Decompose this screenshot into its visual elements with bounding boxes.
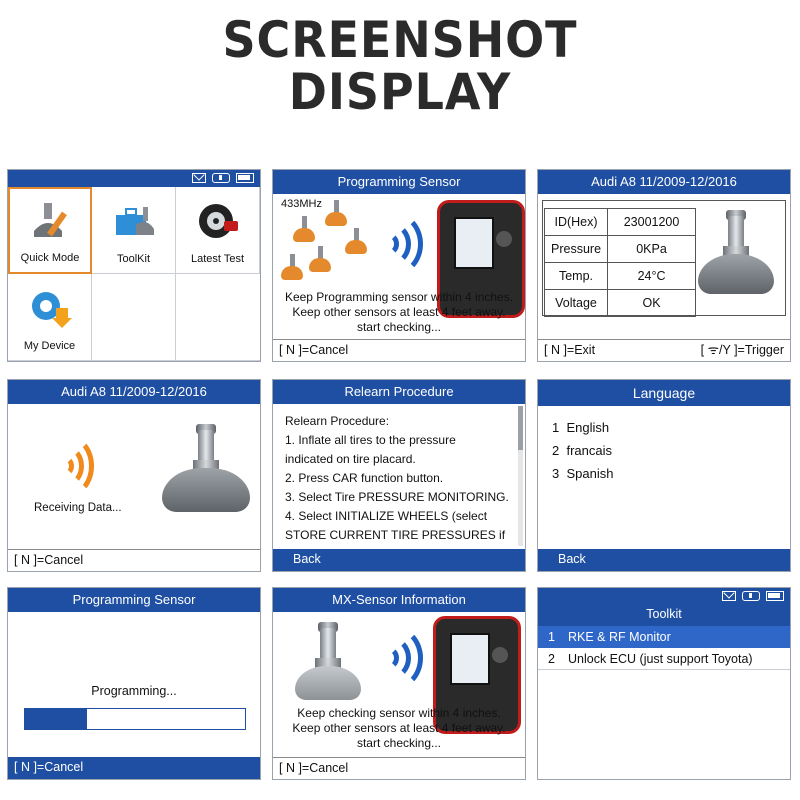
- toolkit-item-rke-rf-monitor[interactable]: 1 RKE & RF Monitor: [538, 626, 790, 648]
- connection-icon: [742, 591, 760, 601]
- language-option-francais[interactable]: 2 francais: [552, 443, 612, 458]
- receiving-status: Receiving Data...: [34, 502, 122, 514]
- headline: [0, 11, 800, 121]
- cancel-key-hint[interactable]: [ N ]=Cancel: [273, 757, 525, 779]
- mx-sensor-icon: [295, 628, 361, 698]
- toolkit-header: [538, 588, 790, 626]
- screen-title: Audi A8 11/2009-12/2016: [538, 170, 790, 194]
- receiving-data-screen: [7, 379, 261, 572]
- scrollbar-thumb[interactable]: [518, 406, 523, 450]
- screen-title: Toolkit: [646, 607, 682, 621]
- signal-waves-icon: [385, 210, 435, 280]
- cancel-key-hint[interactable]: [ N ]=Cancel: [273, 339, 525, 361]
- table-row: ID(Hex) 23001200: [545, 209, 696, 236]
- footer-bar: [538, 339, 790, 361]
- orange-sensor-icon: [293, 216, 315, 244]
- signal-waves-icon: [64, 436, 108, 496]
- language-screen: [537, 379, 791, 572]
- gear-device-icon: [28, 286, 72, 330]
- orange-sensor-icon: [325, 200, 347, 228]
- table-row: Temp. 24°C: [545, 263, 696, 290]
- back-button[interactable]: Back: [273, 549, 525, 571]
- language-list: [552, 416, 613, 485]
- menu-item-my-device[interactable]: [8, 274, 92, 361]
- menu-item-label: My Device: [23, 340, 76, 352]
- sensor-data-table: [544, 208, 696, 317]
- programming-progress-screen: [7, 587, 261, 780]
- main-menu-grid: [8, 187, 260, 361]
- scrollbar[interactable]: [518, 406, 523, 546]
- instruction-text: Keep checking sensor within 4 inches. Keep other sensors at least 4 feet away. start checking...: [292, 706, 506, 750]
- orange-sensor-icon: [281, 254, 303, 282]
- trigger-key-hint[interactable]: [ ᯤ/Y ]=Trigger: [700, 343, 784, 357]
- table-row: Voltage OK: [545, 290, 696, 317]
- table-row: Pressure 0KPa: [545, 236, 696, 263]
- language-option-english[interactable]: 1 English: [552, 420, 610, 435]
- mail-icon: [192, 173, 206, 183]
- menu-item-label: ToolKit: [116, 253, 151, 265]
- relearn-procedure-screen: [272, 379, 526, 572]
- programming-sensor-screen: [272, 169, 526, 362]
- screen-title: Relearn Procedure: [273, 380, 525, 404]
- toolkit-item-unlock-ecu[interactable]: 2 Unlock ECU (just support Toyota): [538, 648, 790, 670]
- mail-icon: [722, 591, 736, 601]
- menu-empty-cell: [92, 274, 176, 361]
- screen-title: MX-Sensor Information: [273, 588, 525, 612]
- menu-item-label: Quick Mode: [20, 252, 80, 264]
- screen-title: Language: [538, 380, 790, 406]
- menu-empty-cell: [176, 274, 260, 361]
- orange-sensor-icon: [309, 246, 331, 274]
- signal-waves-icon: [385, 624, 435, 694]
- progress-bar: [24, 708, 246, 730]
- toolbox-icon: [112, 199, 156, 243]
- menu-item-label: Latest Test: [191, 253, 244, 265]
- programming-status: Programming...: [91, 684, 177, 698]
- progress-bar-fill: [25, 709, 87, 729]
- sensor-data-screen: [537, 169, 791, 362]
- menu-item-quick-mode[interactable]: [8, 187, 92, 274]
- sensor-wrench-icon: [28, 201, 72, 245]
- orange-sensor-icon: [345, 228, 367, 256]
- screen-title: Programming Sensor: [8, 588, 260, 612]
- instruction-text: Keep Programming sensor within 4 inches. Keep other sensors at least 4 feet away. start checking...: [284, 290, 514, 334]
- headline-line-2: DISPLAY: [288, 63, 512, 121]
- language-option-spanish[interactable]: 3 Spanish: [552, 466, 614, 481]
- toolkit-screen: [537, 587, 791, 780]
- battery-icon: [236, 173, 254, 183]
- cancel-key-hint[interactable]: [ N ]=Cancel: [8, 549, 260, 571]
- headline-line-1: SCREENSHOT: [222, 11, 578, 69]
- cancel-key-hint[interactable]: [ N ]=Cancel: [8, 757, 260, 779]
- tpms-sensor-icon: [698, 216, 774, 296]
- tpms-sensor-icon: [162, 430, 250, 520]
- frequency-label: 433MHz: [281, 198, 322, 210]
- battery-icon: [766, 591, 784, 601]
- menu-item-toolkit[interactable]: [92, 187, 176, 274]
- screen-title: Audi A8 11/2009-12/2016: [8, 380, 260, 404]
- screen-title: Programming Sensor: [273, 170, 525, 194]
- mx-sensor-info-screen: [272, 587, 526, 780]
- tire-icon: [196, 199, 240, 243]
- status-bar: [8, 170, 260, 187]
- connection-icon: [212, 173, 230, 183]
- main-menu-screen: [7, 169, 261, 362]
- exit-key-hint[interactable]: [ N ]=Exit: [544, 343, 596, 357]
- menu-item-latest-test[interactable]: [176, 187, 260, 274]
- back-button[interactable]: Back: [538, 549, 790, 571]
- relearn-instructions: Relearn Procedure: 1. Inflate all tires to the pressure indicated on tire placard. 2. Press CAR function button. 3. Select Tire PRESSURE MONITORING. 4. Select INITIALIZE WHEELS (select STORE CURRENT TIRE PRESSURES if: [285, 414, 509, 542]
